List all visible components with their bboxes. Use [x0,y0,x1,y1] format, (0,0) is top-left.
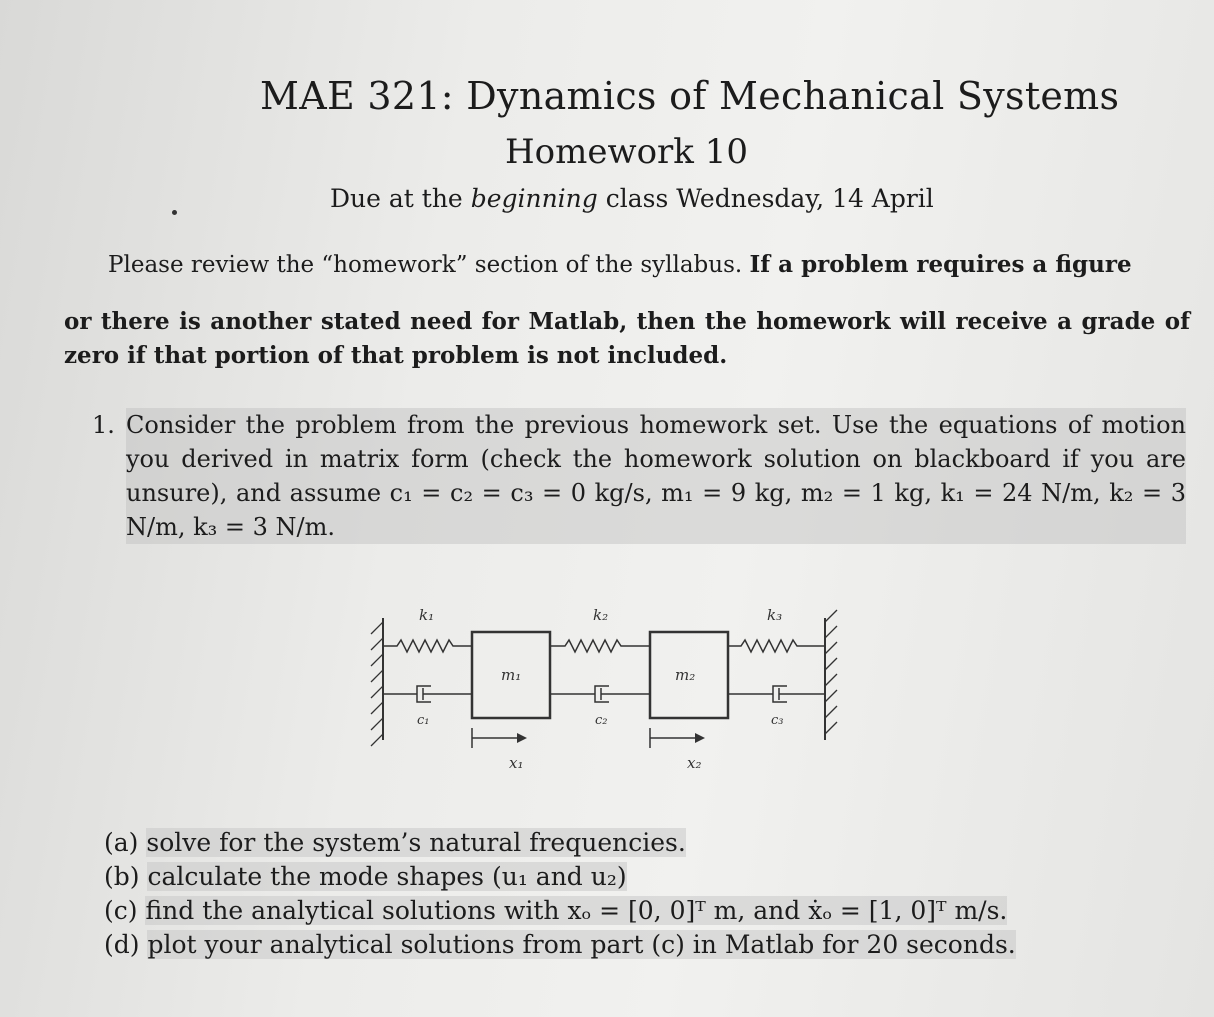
part-a [104,826,1034,860]
label-k3: k₃ [767,606,783,624]
damper-c1 [383,686,472,702]
left-wall-hatch [371,622,383,746]
due-emphasis: beginning [470,184,598,213]
label-x1: x₁ [509,754,524,772]
problem-text: Consider the problem from the previous homework set. Use the equations of motion you derived in matrix form (check the homework solution on blackboard if you are unsure), and assume c₁ = c₂ = c₃ = 0 kg/s, m₁ = 9 kg, m₂ = 1 kg, k₁ = 24 N/m, k₂ = 3 N/m, k₃ = 3 N/m. [126,408,1186,544]
displacement-arrow-x1 [472,728,527,748]
part-text: calculate the mode shapes (u₁ and u₂) [147,862,627,891]
due-suffix: class Wednesday, 14 April [597,184,934,213]
part-label: (c) [104,896,138,925]
spring-mass-diagram [355,600,865,790]
page-title: MAE 321: Dynamics of Mechanical Systems [260,74,1120,118]
intro-first-line [64,248,1190,282]
part-label: (a) [104,828,139,857]
problem-parts [104,826,1034,962]
label-c3: c₃ [771,713,784,728]
stray-dot [172,210,177,215]
spring-k1 [383,640,472,652]
intro-bold-a: If a problem requires a figure [749,251,1132,278]
label-k1: k₁ [419,606,435,624]
problem-number: 1. [92,411,115,439]
label-c1: c₁ [417,713,430,728]
part-text: solve for the system’s natural frequencies. [146,828,686,857]
spring-k2 [550,640,650,652]
part-label: (d) [104,930,140,959]
intro-bold-b: or there is another stated need for Matlab, then the homework will receive a grade of zero if that portion of that problem is not included. [64,308,1190,369]
label-c2: c₂ [595,713,608,728]
homework-subtitle: Homework 10 [505,132,748,172]
part-d [104,928,1034,962]
spring-k3 [728,640,825,652]
problem-1 [92,408,1186,544]
intro-plain: Please review the “homework” section of the syllabus. [108,252,750,278]
part-text: find the analytical solutions with xₒ = [0, 0]ᵀ m, and ẋₒ = [1, 0]ᵀ m/s. [145,896,1008,925]
displacement-arrow-x2 [650,728,705,748]
label-x2: x₂ [687,754,702,772]
part-b [104,860,1034,894]
damper-c2 [550,686,650,702]
intro-paragraph [64,248,1190,373]
damper-c3 [728,686,825,702]
part-label: (b) [104,862,140,891]
due-prefix: Due at the [330,184,471,213]
due-date-line [330,184,934,213]
right-wall-hatch [825,610,837,734]
label-m2: m₂ [675,666,696,684]
part-text: plot your analytical solutions from part (c) in Matlab for 20 seconds. [147,930,1016,959]
label-m1: m₁ [501,666,522,684]
label-k2: k₂ [593,606,609,624]
part-c [104,894,1034,928]
